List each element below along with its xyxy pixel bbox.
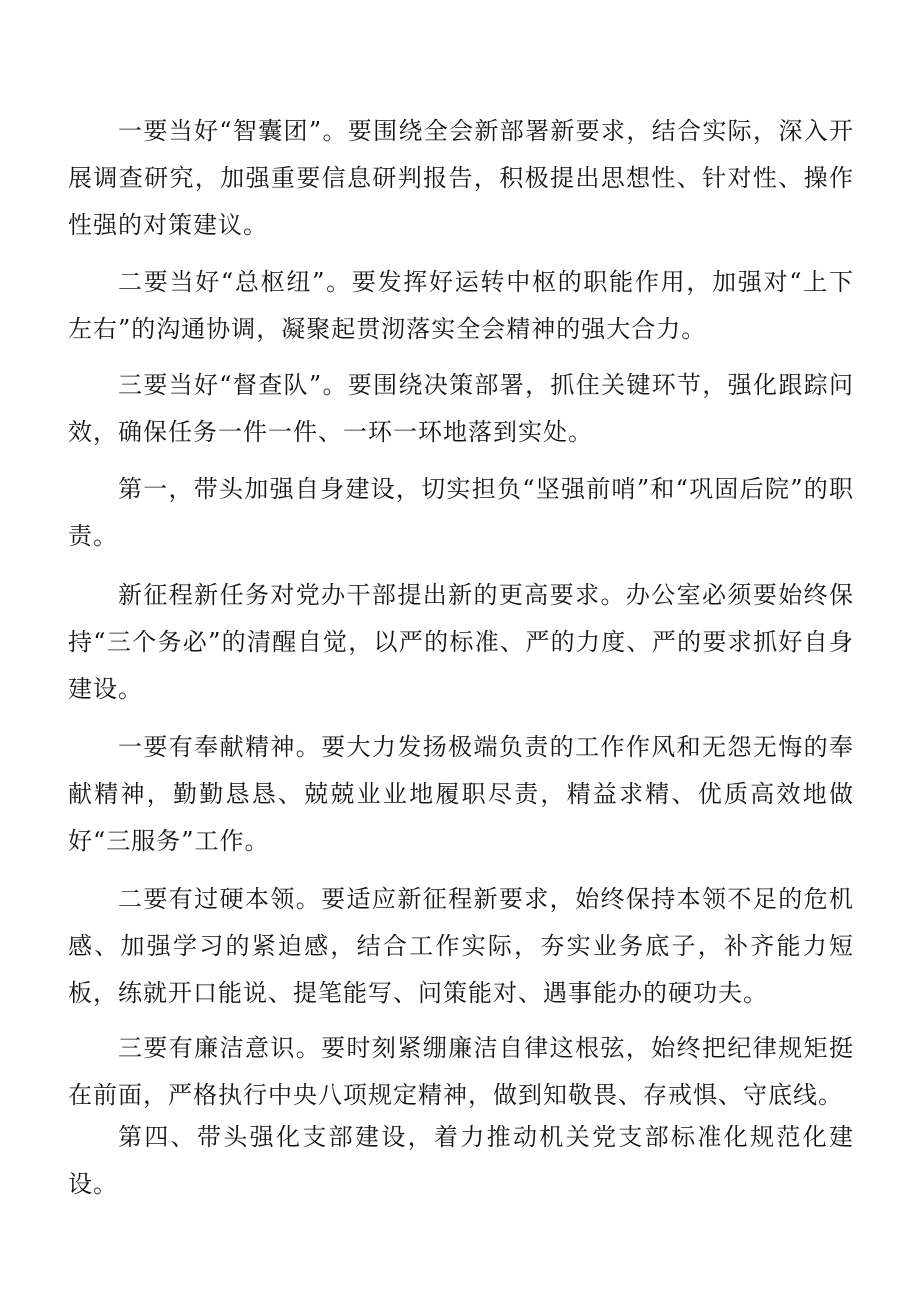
paragraph-inspection-team: 三要当好“督查队”。要围绕决策部署，抓住关键环节，强化跟踪问效，确保任务一件一件、一环一环地落到实处。	[68, 371, 854, 446]
paragraph-think-tank: 一要当好“智囊团”。要围绕全会新部署新要求，结合实际，深入开展调查研究，加强重要信息研判报告，积极提出思想性、针对性、操作性强的对策建议。	[68, 117, 854, 239]
paragraph-new-requirements: 新征程新任务对党办干部提出新的更高要求。办公室必须要始终保持“三个务必”的清醒自觉，以严的标准、严的力度、严的要求抓好自身建设。	[68, 581, 854, 703]
paragraph-integrity: 三要有廉洁意识。要时刻紧绷廉洁自律这根弦，始终把纪律规矩挺在前面，严格执行中央八项规定精神，做到知敬畏、存戒惧、守底线。	[68, 1034, 854, 1109]
paragraph-skills: 二要有过硬本领。要适应新征程新要求，始终保持本领不足的危机感、加强学习的紧迫感，结合工作实际，夯实业务底子，补齐能力短板，练就开口能说、提笔能写、问策能对、遇事能办的硬功夫。	[68, 885, 854, 1007]
paragraph-hub: 二要当好“总枢纽”。要发挥好运转中枢的职能作用，加强对“上下左右”的沟通协调，凝聚起贯沏落实全会精神的强大合力。	[68, 268, 854, 343]
paragraph-section-four-heading: 第四、带头强化支部建设，着力推动机关党支部标准化规范化建设。	[68, 1123, 854, 1198]
paragraph-dedication: 一要有奉献精神。要大力发扬极端负责的工作作风和无怨无悔的奉献精神，勤勤恳恳、兢兢业业地履职尽责，精益求精、优质高效地做好“三服务”工作。	[68, 733, 854, 855]
paragraph-section-one-heading: 第一，带头加强自身建设，切实担负“坚强前哨”和“巩固后院”的职责。	[68, 475, 854, 550]
